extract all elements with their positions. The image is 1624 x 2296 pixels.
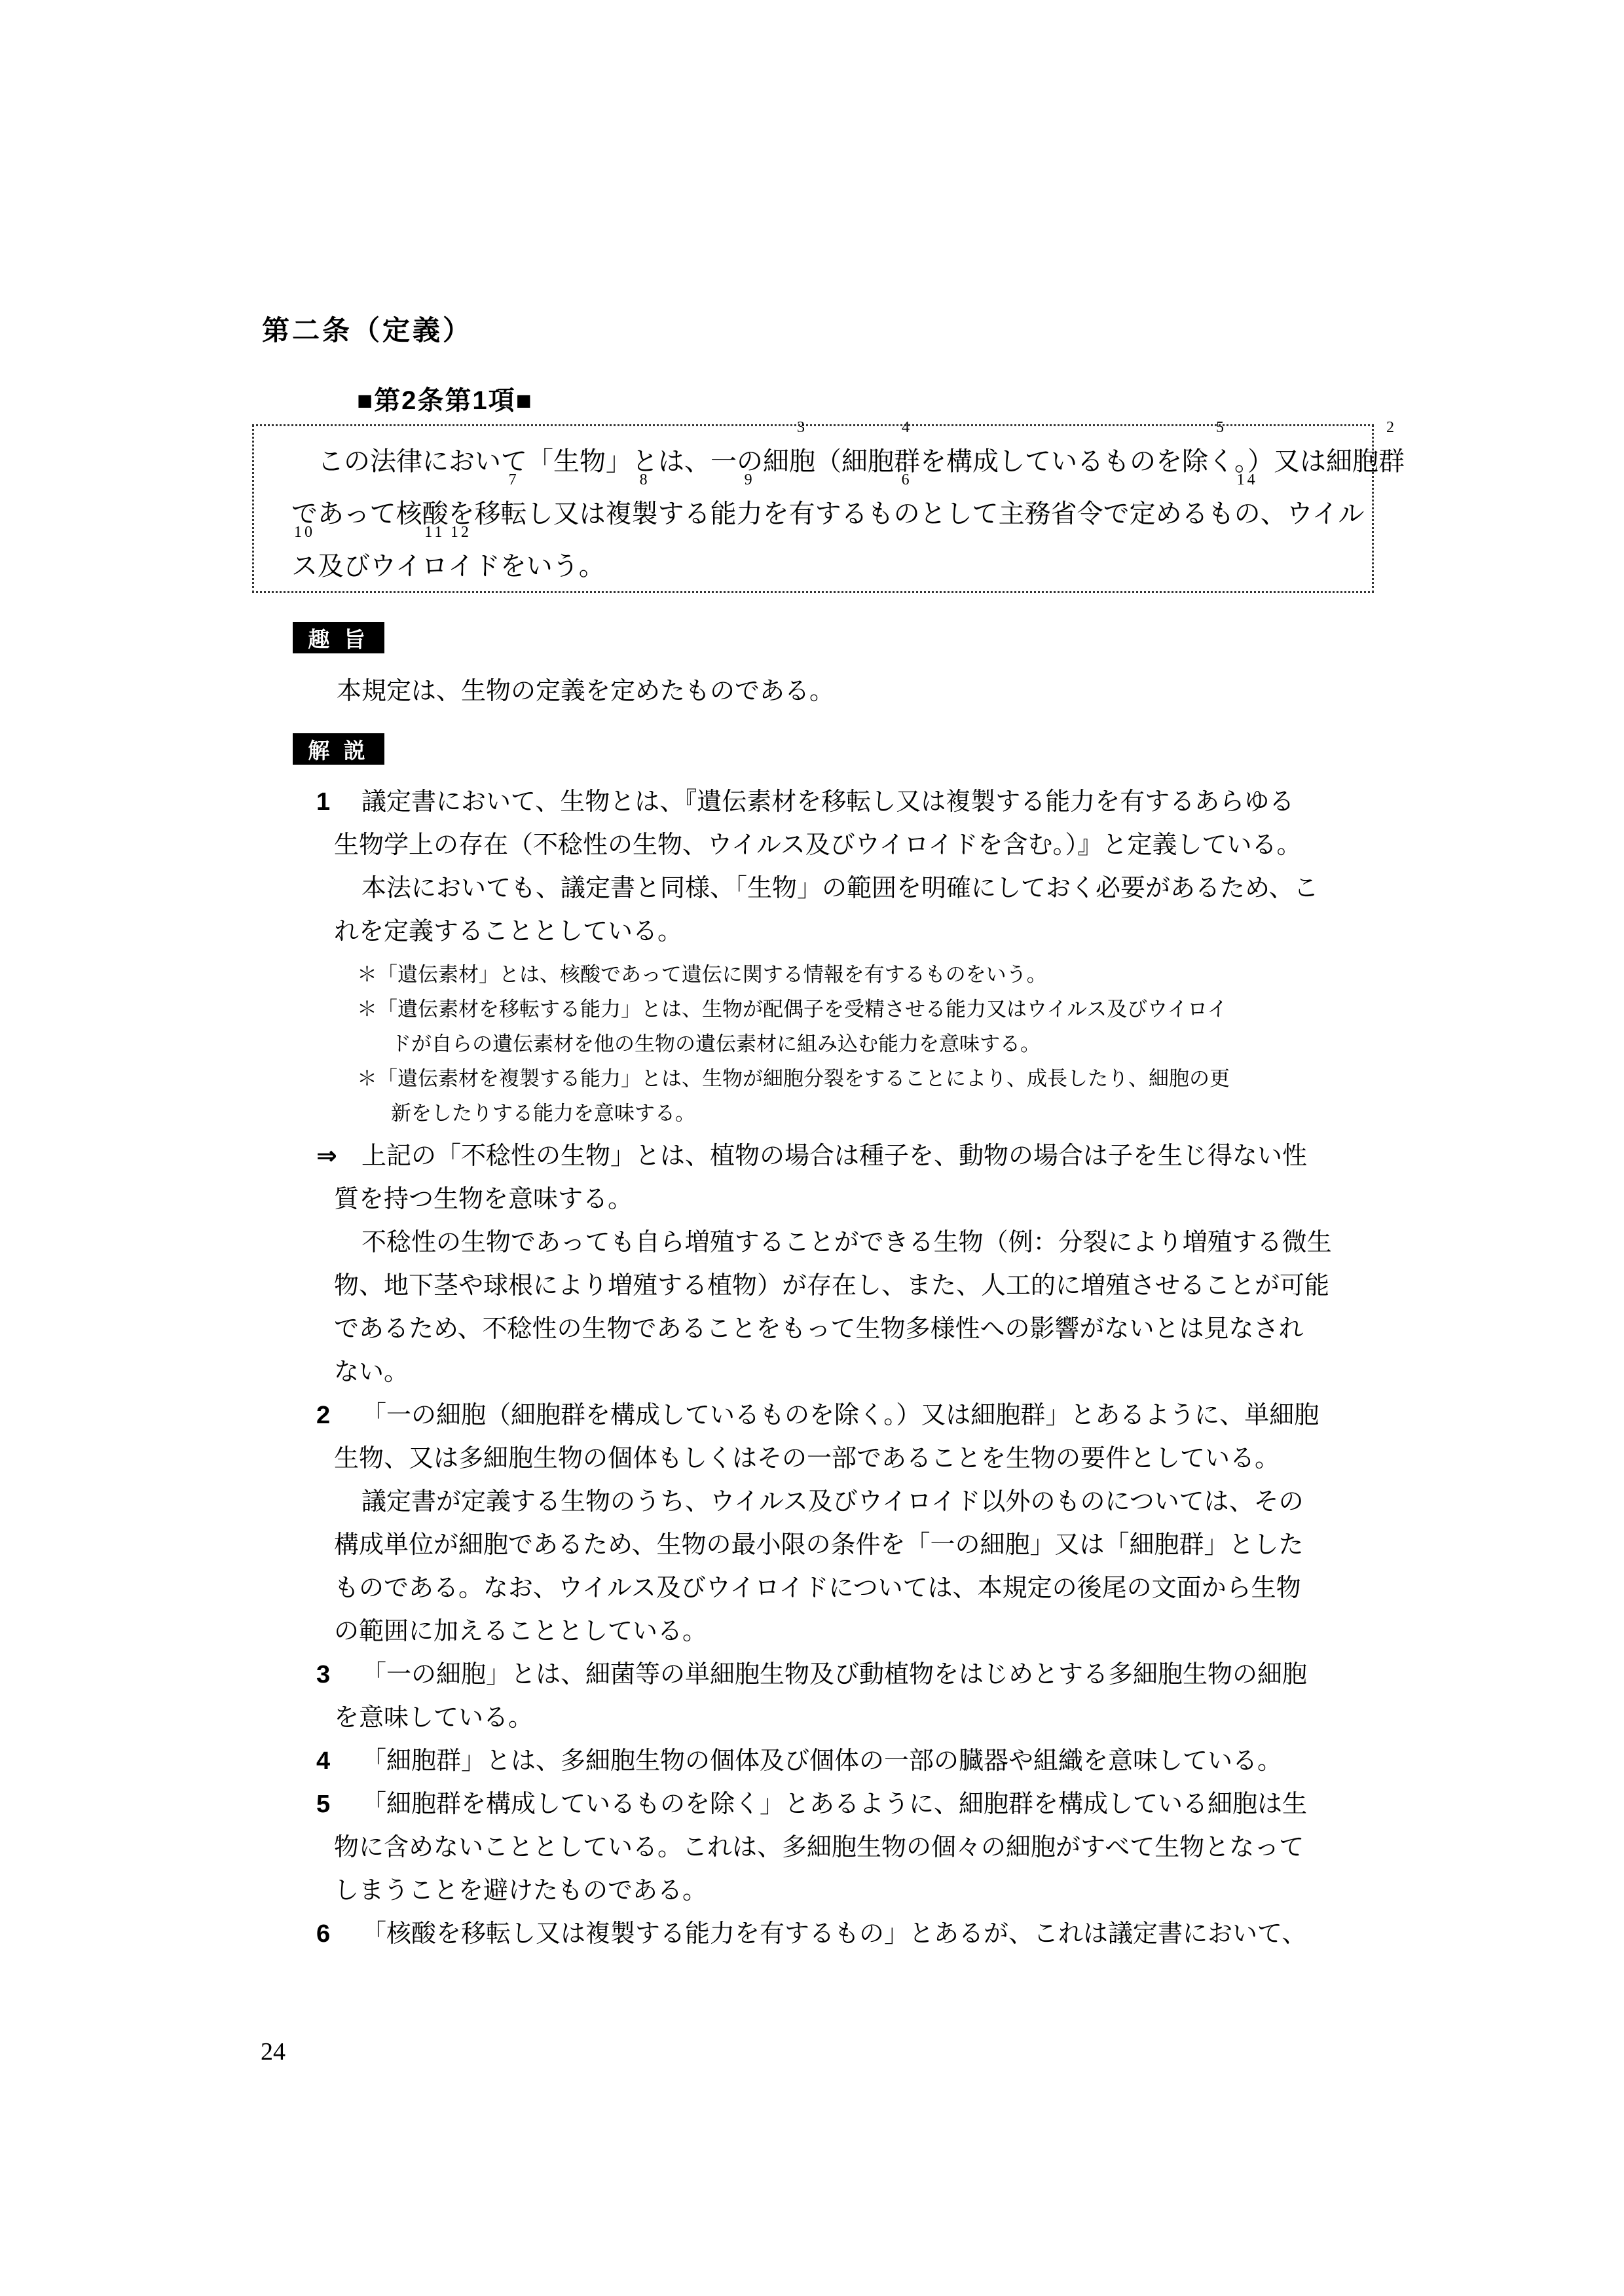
item-line: 生物学上の存在（不稔性の生物、ウイルス及びウイロイドを含む。）』と定義している。 (334, 831, 1302, 859)
item-line: 「一の細胞」とは、細菌等の単細胞生物及び動植物をはじめとする多細胞生物の細胞 (361, 1661, 1308, 1688)
reference-number: 7 (508, 471, 519, 488)
shushi-label: 趣 旨 (293, 622, 384, 653)
item-marker: 2 (316, 1402, 331, 1429)
item-line: 議定書が定義する生物のうち、ウイルス及びウイロイド以外のものについては、その (361, 1488, 1304, 1516)
annotated-char: 6 の (893, 471, 920, 528)
annotated-char: 12 イ (447, 524, 474, 581)
annotated-char: 4 群 (894, 419, 920, 476)
quote-lines (291, 419, 1405, 592)
reference-number: 9 (744, 471, 755, 488)
annotated-char: 14 の (1234, 471, 1261, 528)
block-lines (334, 1740, 1340, 1783)
item-line: 上記の「不稔性の生物」とは、植物の場合は種子を、動物の場合は子を生じ得ない性 (361, 1142, 1308, 1170)
note-line: ＊「遺伝素材」とは、核酸であって遺伝に関する情報を有するものをいう。 (357, 963, 1047, 986)
annotated-char: 11 ロ (421, 524, 448, 581)
item-line: ものである。なお、ウイルス及びウイロイドについては、本規定の後尾の文面から生物 (334, 1575, 1301, 1602)
article-title: 第二条（定義） (262, 315, 473, 346)
item-line: れを定義することとしている。 (334, 918, 683, 945)
kaisetsu-label: 解 説 (293, 733, 384, 765)
kaisetsu-item (316, 1740, 1340, 1783)
reference-number: 5 (1216, 419, 1227, 436)
shushi-body: 本規定は、生物の定義を定めたものである。 (337, 678, 835, 705)
item-marker: ⇒ (316, 1142, 337, 1170)
item-line: ない。 (334, 1358, 409, 1386)
reference-number: 8 (639, 471, 650, 488)
kaisetsu-item (316, 1135, 1340, 1394)
page-number: 24 (261, 2038, 286, 2066)
reference-number: 14 (1236, 471, 1258, 488)
item-line: 「細胞群を構成しているものを除く」とあるように、細胞群を構成している細胞は生 (361, 1791, 1308, 1818)
item-line: 議定書において、生物とは、『遺伝素材を移転し又は複製する能力を有するあらゆる (361, 788, 1295, 816)
item-marker: 5 (316, 1791, 331, 1818)
item-line: 物に含めないこととしている。これは、多細胞生物の個々の細胞がすべて生物となって (334, 1834, 1304, 1861)
annotated-char: 10 ス (291, 524, 318, 581)
annotated-char: 2 群 (1378, 419, 1405, 476)
item-line: を意味している。 (334, 1704, 534, 1732)
item-line: 生物、又は多細胞生物の個体もしくはその一部であることを生物の要件としている。 (334, 1445, 1280, 1472)
block-lines (334, 1783, 1340, 1912)
reference-number: 11 (424, 524, 445, 541)
kaisetsu-item (316, 1783, 1340, 1912)
item-line: 「核酸を移転し又は複製する能力を有するもの」とあるが、これは議定書において、 (361, 1920, 1307, 1948)
block-lines (334, 1135, 1340, 1394)
item-line: 不稔性の生物であっても自ら増殖することができる生物（例：分裂により増殖する微生 (361, 1229, 1332, 1256)
kaisetsu-item (316, 1394, 1340, 1653)
kaisetsu-item (316, 1653, 1340, 1740)
block-lines (334, 780, 1340, 953)
annotated-char: 8 製 (631, 471, 658, 528)
item-line: 物、地下茎や球根により増殖する植物）が存在し、また、人工的に増殖させることが可能 (334, 1272, 1330, 1300)
item-marker: 6 (316, 1920, 331, 1948)
note-line: ＊「遺伝素材を複製する能力」とは、生物が細胞分裂をすることにより、成長したり、細胞の更 (357, 1067, 1230, 1090)
annotated-char: 7 転 (500, 471, 527, 528)
reference-number: 2 (1386, 419, 1397, 436)
kaisetsu-notes (319, 957, 1340, 1131)
block-lines (334, 1912, 1340, 1956)
annotated-char: 9 力 (736, 471, 763, 528)
item-marker: 1 (316, 788, 331, 816)
item-line: の範囲に加えることとしている。 (334, 1618, 708, 1645)
block-lines (334, 1394, 1340, 1653)
quote-line: 10 ス及びウイ 11 ロ 12 イドをいう。 (291, 540, 1346, 592)
annotated-char: 3 胞 (789, 419, 815, 476)
clause-banner: ■第2条第1項■ (357, 386, 533, 415)
law-quote-box (252, 419, 1405, 593)
item-line: 構成単位が細胞であるため、生物の最小限の条件を「一の細胞」又は「細胞群」とした (334, 1531, 1304, 1559)
note-line: ドが自らの遺伝素材を他の生物の遺伝素材に組み込む能力を意味する。 (391, 1032, 1041, 1055)
annotated-char: 5 く (1208, 419, 1234, 476)
block-lines (334, 1653, 1340, 1740)
reference-number: 3 (797, 419, 807, 436)
item-line: 「細胞群」とは、多細胞生物の個体及び個体の一部の臓器や組織を意味している。 (361, 1747, 1283, 1775)
reference-number: 4 (902, 419, 912, 436)
reference-number: 6 (901, 471, 912, 488)
block-lines (357, 957, 1340, 1131)
item-marker: 4 (316, 1747, 331, 1775)
item-line: 「一の細胞（細胞群を構成しているものを除く。）又は細胞群」とあるように、単細胞 (361, 1402, 1320, 1429)
kaisetsu-blocks (316, 780, 1340, 1956)
item-line: であるため、不稔性の生物であることをもって生物多様性への影響がないとは見なされ (334, 1315, 1304, 1343)
item-line: 質を持つ生物を意味する。 (334, 1186, 633, 1213)
kaisetsu-item (316, 1912, 1340, 1956)
quote-line: であって核酸を移 7 転し又は複 8 製する能 9 力を有するも 6 のとして主務省令で定めるも 14 の、ウイル (291, 488, 1346, 540)
quote-line: この法律において「生物」とは、一の細 3 胞（細胞 4 群を構成しているものを除 5 く。）又は細胞 2 群 (291, 435, 1346, 488)
item-line: 本法においても、議定書と同様、「生物」の範囲を明確にしておく必要があるため、こ (361, 875, 1319, 902)
reference-number: 10 (294, 524, 315, 541)
kaisetsu-item (316, 780, 1340, 953)
item-marker: 3 (316, 1661, 331, 1688)
note-line: ＊「遺伝素材を移転する能力」とは、生物が配偶子を受精させる能力又はウイルス及びウイロイ (357, 998, 1228, 1021)
item-line: しまうことを避けたものである。 (334, 1877, 708, 1904)
reference-number: 12 (450, 524, 471, 541)
note-line: 新をしたりする能力を意味する。 (391, 1102, 695, 1125)
